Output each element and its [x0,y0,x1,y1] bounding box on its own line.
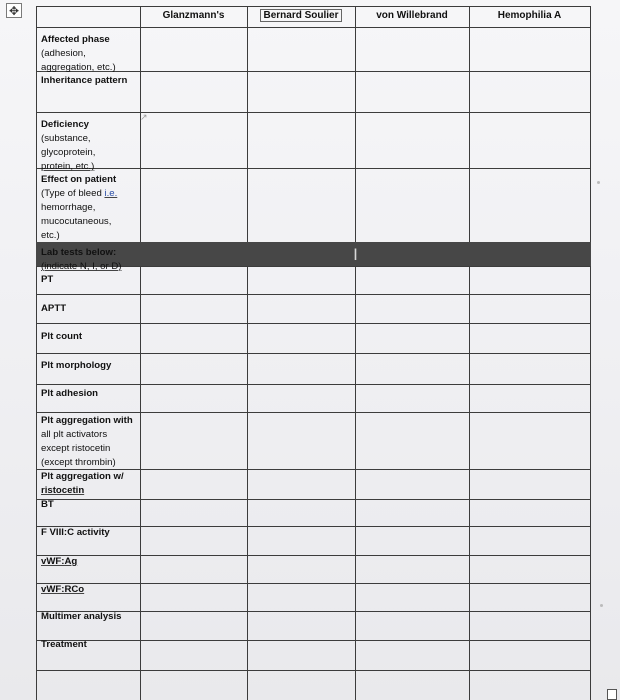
row-title: F VIII:C activity [41,527,110,538]
table-move-handle-icon[interactable]: ✥ [6,3,22,18]
row-title: Plt aggregation w/ [41,471,124,482]
row-note: aggregation, etc.) [41,62,116,73]
row-title: Deficiency [41,119,89,130]
row-title: Effect on patient [41,174,117,185]
row-title: ristocetin [41,485,85,496]
header-glanzmanns: Glanzmann's [162,10,225,21]
row-title: Lab tests below: [41,247,117,258]
row-title: Inheritance pattern [41,75,128,86]
row-divider [36,412,591,413]
header-cell-bernard [247,10,355,24]
row-note: (substance, [41,133,91,144]
speck-mark [597,181,600,184]
row-note [41,187,139,201]
row-bt [41,498,139,512]
row-note: all plt activators [41,429,108,440]
row-divider [36,6,591,7]
table-resize-handle[interactable] [607,689,617,700]
row-note: (adhesion, [41,48,86,59]
row-title: PT [41,274,54,285]
row-plt-aggregation-ristocetin [41,470,139,498]
row-multimer [41,610,139,624]
row-note: etc.) [41,230,60,241]
row-inheritance-pattern [41,74,139,88]
row-title: Plt adhesion [41,388,99,399]
row-divider [36,670,591,671]
row-note: (indicate N, I, or D) [41,261,122,272]
row-treatment [41,638,139,652]
row-aptt [41,302,139,316]
row-pt [41,273,139,287]
row-plt-adhesion [41,387,139,401]
pointer-mark-icon: ↗ [140,112,148,122]
row-note-part: (Type of bleed [41,188,105,199]
row-divider [36,353,591,354]
row-title: Affected phase [41,34,110,45]
row-effect-on-patient [41,173,139,243]
row-title: BT [41,499,54,510]
header-bernard-soulier: Bernard Soulier [260,9,341,22]
row-divider [36,112,591,113]
row-title: Plt aggregation with [41,415,133,426]
header-hemophilia-a: Hemophilia A [497,10,562,21]
row-lab-tests [41,246,139,274]
row-divider [36,27,591,28]
speck-mark [600,604,603,607]
row-fviii [41,526,139,540]
row-plt-aggregation-all [41,414,139,470]
row-affected-phase [41,33,139,75]
row-title: vWF:RCo [41,584,85,595]
row-vwf-ag [41,555,139,569]
row-plt-count [41,330,139,344]
row-divider [36,294,591,295]
row-title: vWF:Ag [41,556,78,567]
row-note: glycoprotein, [41,147,96,158]
row-divider [36,384,591,385]
comparison-table[interactable] [36,6,591,700]
row-divider [36,323,591,324]
row-title: Multimer analysis [41,611,122,622]
row-title: Plt count [41,331,83,342]
row-plt-morphology [41,359,139,373]
row-note: mucocutaneous, [41,216,112,227]
text-cursor-icon: I [353,245,358,264]
row-deficiency [41,118,139,174]
row-note-abbrev: i.e. [104,188,118,199]
row-title: Treatment [41,639,87,650]
row-note: protein, etc.) [41,161,95,172]
row-title: APTT [41,303,67,314]
row-note: except ristocetin [41,443,111,454]
row-note: hemorrhage, [41,202,96,213]
row-title: Plt morphology [41,360,112,371]
row-note: (except thrombin) [41,457,116,468]
header-von-willebrand: von Willebrand [376,10,448,21]
row-vwf-rco [41,583,139,597]
